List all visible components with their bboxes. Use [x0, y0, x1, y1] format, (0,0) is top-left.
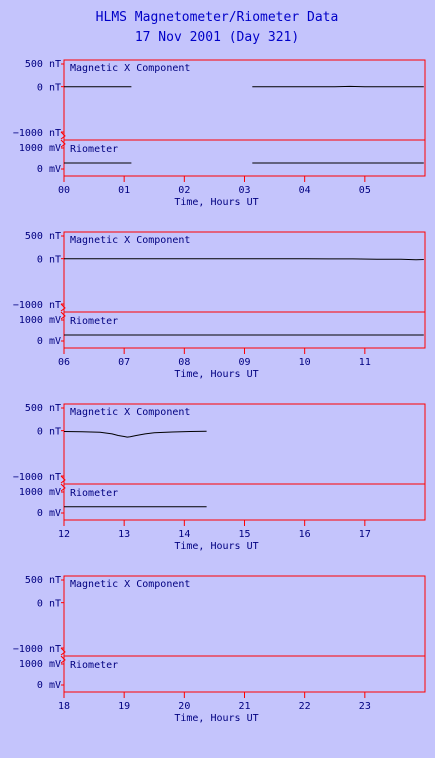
magnetic-y-tick-label: 500 nT — [24, 403, 61, 414]
x-tick-label: 18 — [57, 701, 71, 712]
x-tick-label: 13 — [118, 529, 131, 540]
magnetic-panel-title: Magnetic X Component — [70, 579, 191, 590]
x-tick-label: 05 — [358, 185, 371, 196]
x-axis-label: Time, Hours UT — [174, 541, 259, 552]
magnetic-panel-title: Magnetic X Component — [70, 63, 191, 74]
plot-group-4 — [13, 575, 425, 724]
magnetic-panel-title: Magnetic X Component — [70, 235, 191, 246]
x-axis-label: Time, Hours UT — [174, 369, 259, 380]
magnetic-y-tick-label: 500 nT — [24, 575, 61, 586]
riometer-panel-title: Riometer — [70, 316, 119, 327]
magnetic-trace — [64, 259, 424, 260]
riometer-y-tick-label: 0 mV — [36, 680, 61, 691]
x-tick-label: 07 — [118, 357, 131, 368]
riometer-y-tick-label: 1000 mV — [18, 659, 61, 670]
x-tick-label: 03 — [238, 185, 251, 196]
plot-group-1 — [13, 59, 425, 208]
x-tick-label: 20 — [178, 701, 191, 712]
x-tick-label: 09 — [238, 357, 251, 368]
magnetic-y-tick-label: −1000 nT — [12, 128, 61, 139]
magnetic-y-tick-label: 0 nT — [36, 82, 61, 94]
x-tick-label: 19 — [118, 701, 131, 712]
magnetic-y-tick-label: 0 nT — [36, 254, 61, 266]
riometer-y-tick-label: 0 mV — [36, 164, 61, 175]
x-tick-label: 04 — [298, 185, 311, 196]
magnetic-y-tick-label: −1000 nT — [12, 472, 61, 483]
riometer-panel-title: Riometer — [70, 660, 119, 671]
x-tick-label: 17 — [358, 529, 371, 540]
x-tick-label: 22 — [298, 701, 311, 712]
plot-group-3 — [13, 403, 425, 552]
x-tick-label: 12 — [57, 529, 71, 540]
magnetic-y-tick-label: −1000 nT — [12, 644, 61, 655]
riometer-y-tick-label: 1000 mV — [18, 487, 61, 498]
x-tick-label: 21 — [238, 701, 251, 712]
x-tick-label: 06 — [57, 357, 71, 368]
x-axis-label: Time, Hours UT — [174, 197, 259, 208]
magnetic-y-tick-label: 0 nT — [36, 426, 61, 438]
x-tick-label: 11 — [358, 357, 371, 368]
magnetic-y-tick-label: 500 nT — [24, 231, 61, 242]
x-tick-label: 02 — [178, 185, 191, 196]
magnetic-y-tick-label: 0 nT — [36, 598, 61, 610]
magnetic-y-tick-label: −1000 nT — [12, 300, 61, 311]
x-tick-label: 14 — [178, 529, 191, 540]
riometer-y-tick-label: 1000 mV — [18, 315, 61, 326]
magnetic-panel-title: Magnetic X Component — [70, 407, 191, 418]
chart-title-line-2: 17 Nov 2001 (Day 321) — [134, 30, 300, 45]
x-tick-label: 23 — [358, 701, 371, 712]
x-tick-label: 16 — [298, 529, 311, 540]
riometer-y-tick-label: 1000 mV — [18, 143, 61, 154]
riometer-y-tick-label: 0 mV — [36, 508, 61, 519]
x-tick-label: 00 — [57, 185, 71, 196]
riometer-y-tick-label: 0 mV — [36, 336, 61, 347]
magnetic-y-tick-label: 500 nT — [24, 59, 61, 70]
magnetic-trace — [64, 431, 207, 437]
x-tick-label: 08 — [178, 357, 191, 368]
x-tick-label: 15 — [238, 529, 251, 540]
riometer-panel-title: Riometer — [70, 488, 119, 499]
riometer-panel-title: Riometer — [70, 144, 119, 155]
x-axis-label: Time, Hours UT — [174, 713, 259, 724]
x-tick-label: 01 — [118, 185, 131, 196]
x-tick-label: 10 — [298, 357, 311, 368]
chart-title-line-1: HLMS Magnetometer/Riometer Data — [95, 10, 339, 25]
plot-group-2 — [13, 231, 425, 380]
